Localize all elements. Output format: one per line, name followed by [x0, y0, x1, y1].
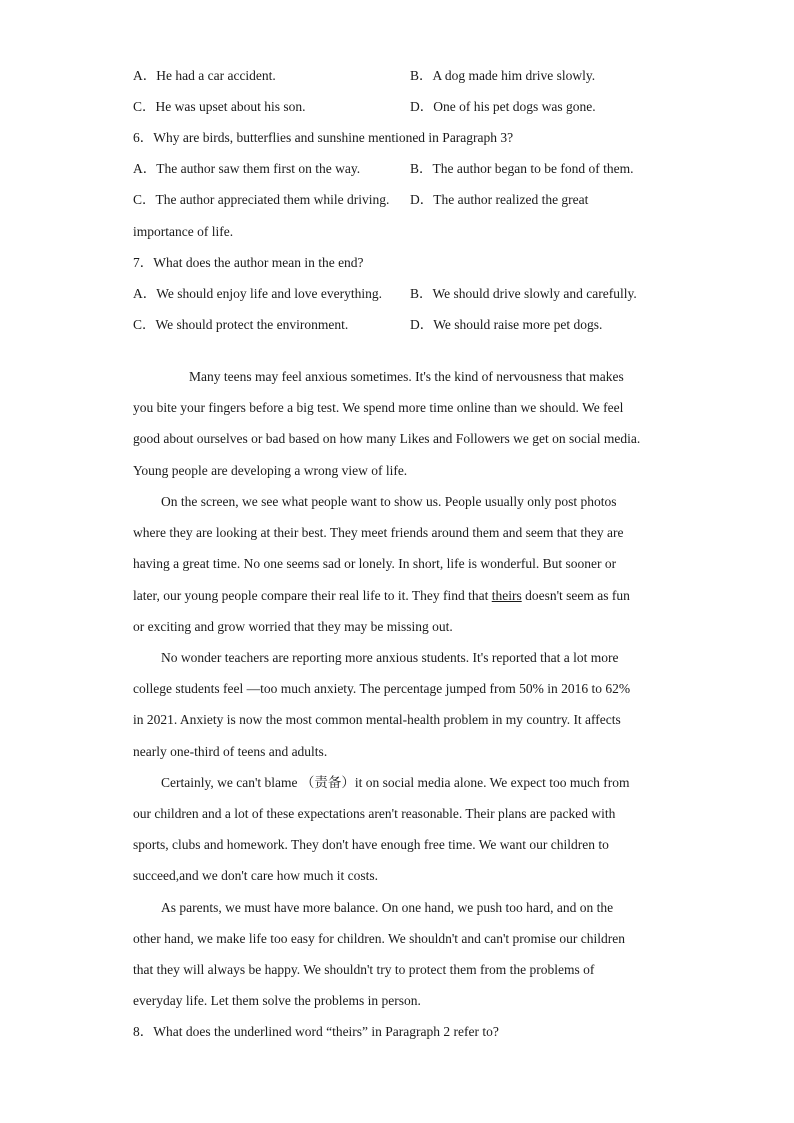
passage-p3-line: No wonder teachers are reporting more anxious students. It's reported that a lot more: [161, 650, 619, 665]
q7-option-a: A．We should enjoy life and love everything.: [133, 286, 382, 301]
passage-p4-line: our children and a lot of these expectations aren't reasonable. Their plans are packed with: [133, 806, 616, 821]
q6-option-a: A．The author saw them first on the way.: [133, 161, 361, 176]
passage-p5-line: other hand, we make life too easy for children. We shouldn't and can't promise our children: [133, 931, 626, 946]
passage-p1-line: Many teens may feel anxious sometimes. It's the kind of nervousness that makes: [189, 369, 624, 384]
q6-option-b: B．The author began to be fond of them.: [410, 161, 634, 176]
passage-p5-line: As parents, we must have more balance. On one hand, we push too hard, and on the: [161, 900, 614, 915]
passage-p2-text: later, our young people compare their real life to it. They find that: [133, 588, 492, 603]
passage-p3-line: in 2021. Anxiety is now the most common mental-health problem in my country. It affects: [133, 712, 621, 727]
q5-option-a: A．He had a car accident.: [133, 68, 276, 83]
q6-option-d-continued: importance of life.: [133, 224, 234, 239]
passage-p2-line: or exciting and grow worried that they may be missing out.: [133, 619, 453, 634]
q8-stem: 8．What does the underlined word “theirs” in Paragraph 2 refer to?: [133, 1024, 499, 1039]
passage-p5-line: that they will always be happy. We shouldn't try to protect them from the problems of: [133, 962, 595, 977]
underlined-word-theirs: theirs: [491, 588, 522, 603]
q5-option-d: D．One of his pet dogs was gone.: [410, 99, 596, 114]
q6-stem: 6．Why are birds, butterflies and sunshine mentioned in Paragraph 3?: [133, 130, 514, 145]
q7-option-d: D．We should raise more pet dogs.: [410, 317, 603, 332]
q5-option-c: C．He was upset about his son.: [133, 99, 306, 114]
q5-option-b: B．A dog made him drive slowly.: [410, 68, 596, 83]
passage-p4-line: sports, clubs and homework. They don't have enough free time. We want our children to: [133, 837, 609, 852]
q7-stem: 7．What does the author mean in the end?: [133, 255, 364, 270]
passage-p3-line: college students feel —too much anxiety. The percentage jumped from 50% in 2016 to 62%: [133, 681, 631, 696]
passage-p2-line: having a great time. No one seems sad or lonely. In short, life is wonderful. But sooner or: [133, 556, 617, 571]
q6-option-d: D．The author realized the great: [410, 192, 589, 207]
passage-p2-line: where they are looking at their best. They meet friends around them and seem that they are: [133, 525, 624, 540]
passage-p5-line: everyday life. Let them solve the problems in person.: [133, 993, 421, 1008]
q7-option-c: C．We should protect the environment.: [133, 317, 349, 332]
passage-p1-line: good about ourselves or bad based on how many Likes and Followers we get on social media.: [133, 431, 641, 446]
passage-p1-line: you bite your fingers before a big test. We spend more time online than we should. We feel: [133, 400, 624, 415]
passage-p4-line: succeed,and we don't care how much it costs.: [133, 868, 378, 883]
q7-option-b: B．We should drive slowly and carefully.: [410, 286, 637, 301]
passage-p3-line: nearly one-third of teens and adults.: [133, 744, 328, 759]
q6-option-c: C．The author appreciated them while driving.: [133, 192, 390, 207]
passage-p4-line: Certainly, we can't blame （责备）it on social media alone. We expect too much from: [161, 775, 630, 790]
passage-p2-text: doesn't seem as fun: [521, 588, 630, 603]
passage-p2-line: [133, 587, 630, 605]
passage-p2-line: On the screen, we see what people want to show us. People usually only post photos: [161, 494, 617, 509]
passage-p1-line: Young people are developing a wrong view of life.: [133, 463, 408, 478]
